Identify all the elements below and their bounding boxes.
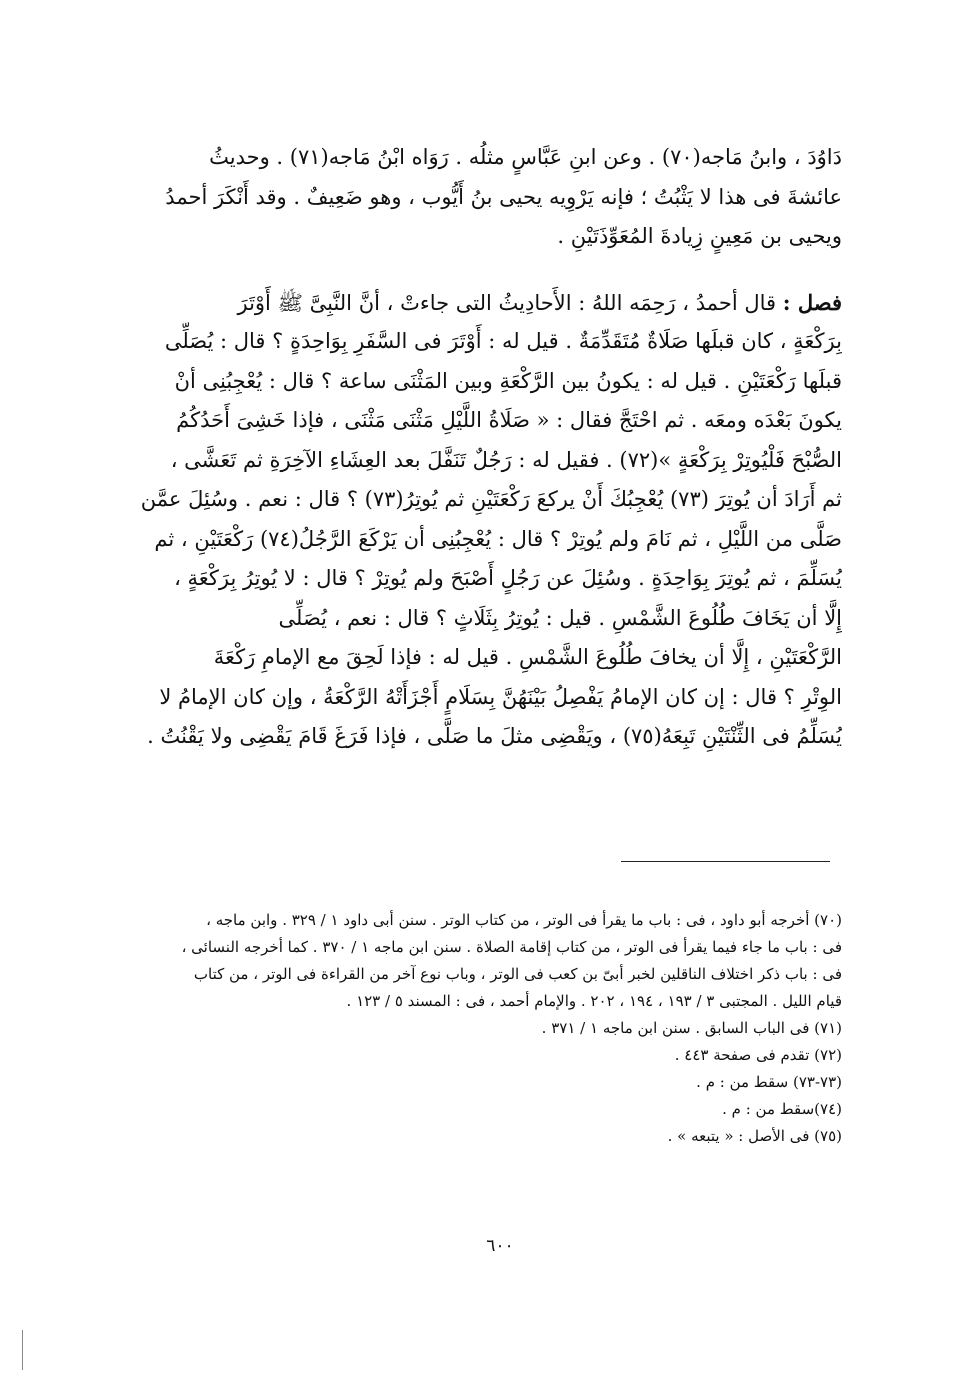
footnote-divider <box>621 861 830 862</box>
text-line: الصُّبْحَ فَلْيُوتِرْ بِرَكْعَةٍ »(٧٢) . فقيل له : رَجُلٌ تَنَفَّلَ بعد العِشَاءِ الآخِرَةِ ثم تَعَشَّى ، <box>170 447 842 472</box>
paragraph-gap <box>132 257 842 283</box>
text-line: الوِتْرِ ؟ قال : إن كان الإمامُ يَفْصِلُ بَيْنَهُنَّ بِسَلَامٍ أَجْزَأَتْهُ الرَّكْعَةُ ، وإن كان الإمامُ لا <box>159 684 842 709</box>
section-heading: فصل : <box>782 289 842 315</box>
footnote-line: (٧٤)سقط من : م . <box>722 1100 842 1118</box>
footnote-line: (٧١) فى الباب السابق . سنن ابن ماجه ١ / ٣٧١ . <box>541 1019 842 1037</box>
page-number: ٦٠٠ <box>486 1236 514 1256</box>
text-line: إِلَّا أن يَخَافَ طُلُوعَ الشَّمْسِ . قيل : يُوتِرُ بِثَلَاثٍ ؟ قال : نعم ، يُصَلِّى <box>278 605 842 630</box>
text-line: يُسَلِّمَ ، ثم يُوتِرَ بِوَاحِدَةٍ . وسُئِلَ عن رَجُلٍ أَصْبَحَ ولم يُوتِرْ ؟ قال : لا يُوتِرُ بِرَكْعَةٍ ، <box>174 566 842 590</box>
text-line: صَلَّى من اللَّيْلِ ، ثم نَامَ ولم يُوتِرْ ؟ قال : يُعْجِبُنِى أن يَرْكَعَ الرَّجُلُ(٧٤) رَكْعَتَيْنِ ، ثم <box>154 526 842 551</box>
text-line: يكونَ بَعْدَه ومعَه . ثم احْتَجَّ فقال : « صَلَاةُ اللَّيْلِ مَثْنَى مَثْنَى ، فإذا خَشِىَ أَحَدُكُمُ <box>176 408 842 432</box>
text-line: ثم أَرَادَ أن يُوتِرَ (٧٣) يُعْجِبُكَ أَنْ يركعَ رَكْعَتَيْنِ ثم يُوتِرُ(٧٣) ؟ قال : نعم . وسُئِلَ عمَّن <box>140 487 842 511</box>
footnote-line: (٧٥) فى الأصل : « يتبعه » . <box>667 1127 842 1145</box>
footnote-line: قيام الليل . المجتبى ٣ / ١٩٣ ، ١٩٤ ، ٢٠٢ . والإمام أحمد ، فى : المسند ٥ / ١٢٣ . <box>346 992 842 1010</box>
text-line: عائشةَ فى هذا لا يَثْبُتُ ؛ فإنه يَرْوِيه يحيى بنُ أَيُّوب ، وهو ضَعِيفٌ . وقد أَنْكَرَ أحمدُ <box>165 184 842 209</box>
text-line: ويحيى بن مَعِينٍ زِيادةَ المُعَوِّذَتَيْنِ . <box>557 224 842 248</box>
footnote-line: (٧٣-٧٣) سقط من : م . <box>696 1073 842 1091</box>
text-line <box>132 283 842 323</box>
text-line: يُسَلِّمُ فى الثِّنْتَيْنِ تَبِعَهُ(٧٥) ، ويَقْضِى مثلَ ما صَلَّى ، فإذا فَرَغَ قَامَ يَقْضِى ولا يَقْنُتُ . <box>147 724 842 748</box>
footnotes <box>158 907 842 1150</box>
text-line: الرَّكْعَتَيْنِ ، إِلَّا أن يخافَ طُلُوعَ الشَّمْسِ . قيل له : فإذا لَحِقَ مع الإمامِ رَكْعَةَ <box>213 645 842 669</box>
section-first-line: قال أحمدُ ، رَحِمَه اللهُ : الأَحادِيثُ التى جاءتْ ، أنَّ النَّبِىَّ ﷺ أَوْتَرَ <box>237 290 777 315</box>
footnote-line: فى : باب ذكر اختلاف الناقلين لخبر أبىّ بن كعب فى الوتر ، وباب نوع آخر من القراءة فى الوتر ، من كتاب <box>193 965 842 983</box>
main-text <box>132 138 842 757</box>
text-line: بِرَكْعَةٍ ، كان قبلَها صَلَاةٌ مُتَقَدِّمَةٌ . قيل له : أَوْتَرَ فى السَّفَرِ بِوَاحِدَةٍ ؟ قال : يُصَلِّى <box>164 329 842 353</box>
footnote-line: (٧٠) أخرجه أبو داود ، فى : باب ما يقرأ فى الوتر ، من كتاب الوتر . سنن أبى داود ١ / ٣٢٩ . وابن ماجه ، <box>206 911 842 929</box>
text-line: قبلَها رَكْعَتَيْنِ . قيل له : يكونُ بين الرَّكْعَةِ وبين المَثْنَى ساعة ؟ قال : يُعْجِبُنِى أنْ <box>174 368 842 393</box>
footnote-line: (٧٢) تقدم فى صفحة ٤٤٣ . <box>674 1046 842 1064</box>
text-line: دَاوُدَ ، وابنُ مَاجه(٧٠) . وعن ابنِ عَبَّاسٍ مثلُه . رَوَاه ابْنُ مَاجه(٧١) . وحديثُ <box>209 145 842 169</box>
scan-edge-mark <box>22 1330 23 1370</box>
footnote-line: فى : باب ما جاء فيما يقرأ فى الوتر ، من كتاب إقامة الصلاة . سنن ابن ماجه ١ / ٣٧٠ . كما أخرجه النسائى ، <box>181 938 842 956</box>
